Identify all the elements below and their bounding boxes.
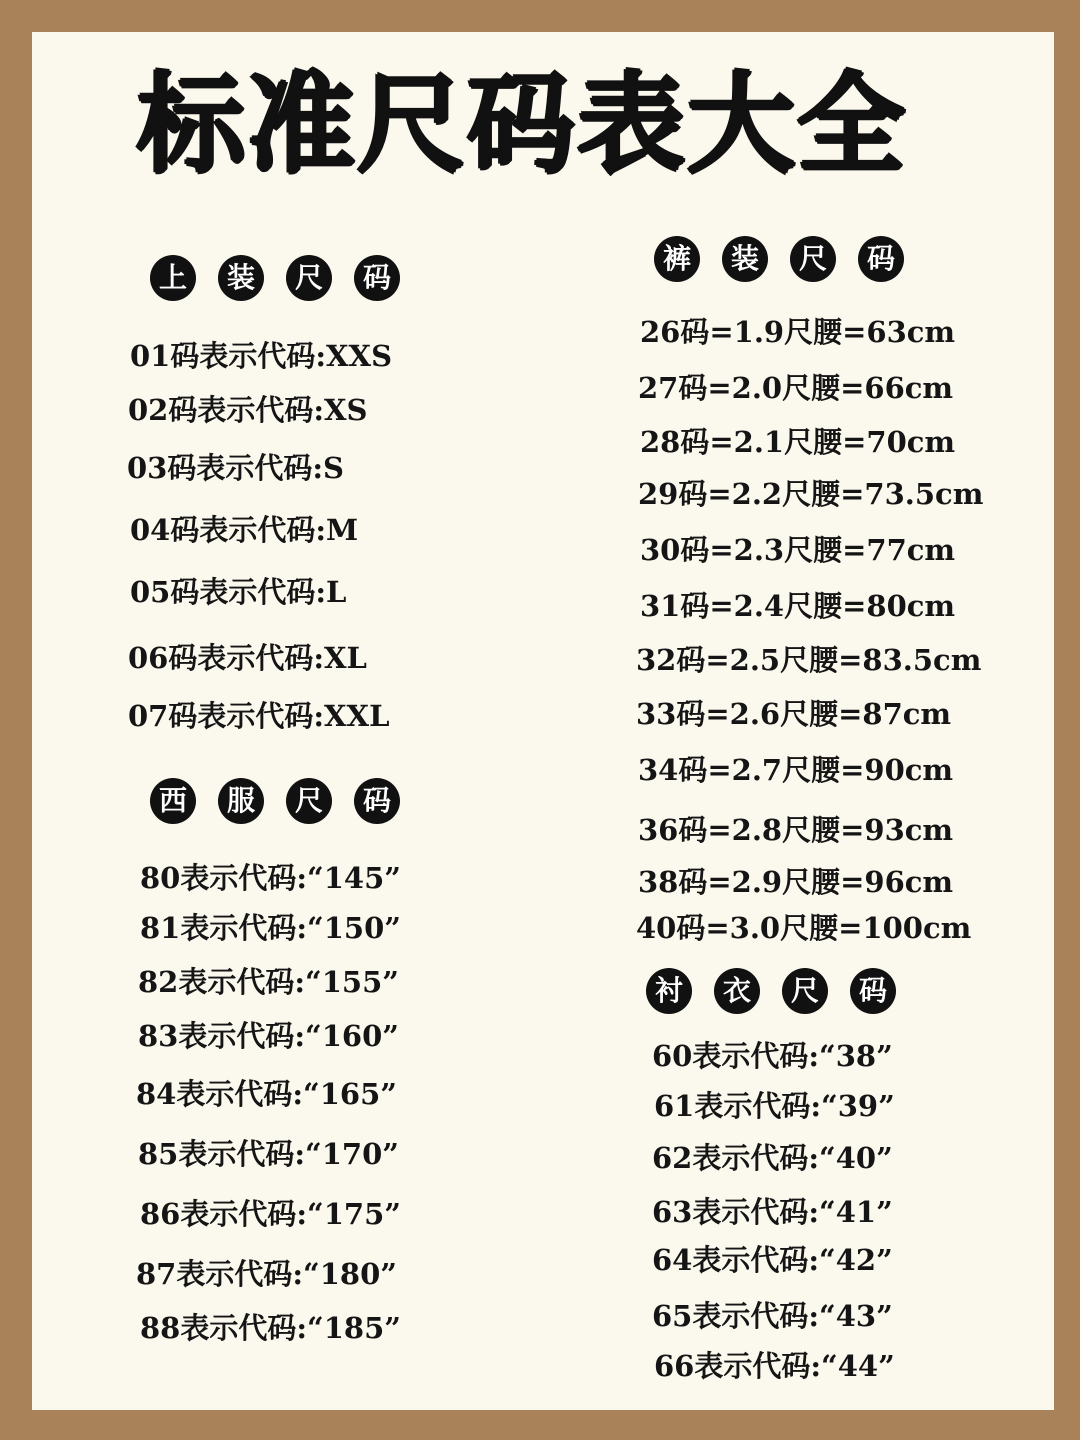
pants-row: 40码=3.0尺腰=100cm: [636, 911, 972, 945]
pants-row: 29码=2.2尺腰=73.5cm: [638, 477, 984, 511]
heading-char: 装: [218, 255, 264, 301]
suits-row: 84表示代码:“165”: [136, 1077, 397, 1111]
section-heading-shirts: [646, 968, 896, 1014]
tops-row: 05码表示代码:L: [130, 575, 347, 609]
suits-row: 80表示代码:“145”: [140, 861, 401, 895]
pants-row: 27码=2.0尺腰=66cm: [638, 371, 954, 405]
shirts-row: 64表示代码:“42”: [652, 1243, 893, 1277]
pants-row: 34码=2.7尺腰=90cm: [638, 753, 954, 787]
pants-row: 36码=2.8尺腰=93cm: [638, 813, 954, 847]
suits-row: 82表示代码:“155”: [138, 965, 399, 999]
heading-char: 码: [354, 778, 400, 824]
page-title: 标准尺码表大全: [136, 63, 907, 188]
tops-row: 03码表示代码:S: [127, 451, 345, 485]
suits-row: 87表示代码:“180”: [136, 1257, 397, 1291]
heading-char: 服: [218, 778, 264, 824]
heading-char: 码: [354, 255, 400, 301]
heading-char: 码: [850, 968, 896, 1014]
pants-row: 31码=2.4尺腰=80cm: [640, 589, 956, 623]
heading-char: 西: [150, 778, 196, 824]
shirts-row: 61表示代码:“39”: [654, 1089, 895, 1123]
section-heading-suits: [150, 778, 400, 824]
heading-char: 衬: [646, 968, 692, 1014]
pants-row: 26码=1.9尺腰=63cm: [640, 315, 956, 349]
suits-row: 83表示代码:“160”: [138, 1019, 399, 1053]
tops-row: 01码表示代码:XXS: [130, 339, 393, 373]
heading-char: 尺: [286, 778, 332, 824]
tops-row: 04码表示代码:M: [130, 513, 359, 547]
suits-row: 88表示代码:“185”: [140, 1311, 401, 1345]
suits-row: 86表示代码:“175”: [140, 1197, 401, 1231]
heading-char: 尺: [790, 236, 836, 282]
shirts-row: 65表示代码:“43”: [652, 1299, 893, 1333]
shirts-row: 60表示代码:“38”: [652, 1039, 893, 1073]
heading-char: 上: [150, 255, 196, 301]
tops-row: 06码表示代码:XL: [128, 641, 367, 675]
heading-char: 裤: [654, 236, 700, 282]
tops-row: 02码表示代码:XS: [128, 393, 368, 427]
heading-char: 装: [722, 236, 768, 282]
suits-row: 81表示代码:“150”: [140, 911, 401, 945]
heading-char: 尺: [782, 968, 828, 1014]
pants-row: 28码=2.1尺腰=70cm: [640, 425, 956, 459]
shirts-row: 63表示代码:“41”: [652, 1195, 893, 1229]
heading-char: 尺: [286, 255, 332, 301]
suits-row: 85表示代码:“170”: [138, 1137, 399, 1171]
pants-row: 38码=2.9尺腰=96cm: [638, 865, 954, 899]
shirts-row: 66表示代码:“44”: [654, 1349, 895, 1383]
pants-row: 33码=2.6尺腰=87cm: [636, 697, 952, 731]
shirts-row: 62表示代码:“40”: [652, 1141, 893, 1175]
heading-char: 衣: [714, 968, 760, 1014]
section-heading-tops: [150, 255, 400, 301]
heading-char: 码: [858, 236, 904, 282]
pants-row: 32码=2.5尺腰=83.5cm: [636, 643, 982, 677]
section-heading-pants: [654, 236, 904, 282]
tops-row: 07码表示代码:XXL: [128, 699, 390, 733]
pants-row: 30码=2.3尺腰=77cm: [640, 533, 956, 567]
